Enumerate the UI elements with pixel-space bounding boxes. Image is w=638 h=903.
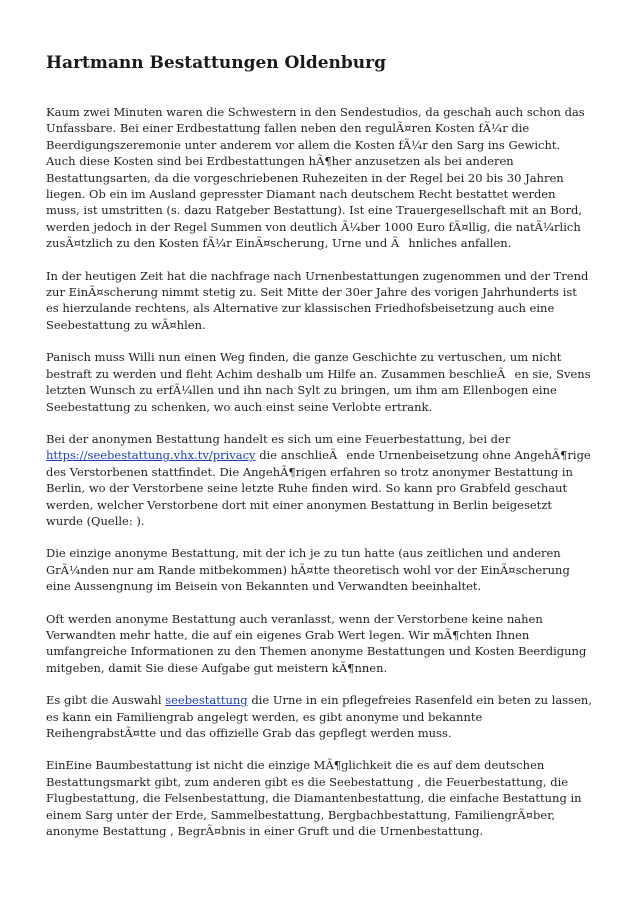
seebestattung-link[interactable]: seebestattung	[165, 693, 248, 708]
paragraph-8: EinEine Baumbestattung ist nicht die einzige MÃ¶glichkeit die es auf dem deutschen Bestattungsmarkt gibt, zum anderen gibt es die Seebestattung , die Feuerbestattung, die Flugbestattung, die Felsenbestattung, die Diamantenbestattung, die einfache Bestattung in einem Sarg unter der Erde, Sammelbestattung, Bergbachbestattung, FamiliengrÃ¤ber, anonyme Bestattung , BegrÃ¤bnis in einer Gruft und die Urnenbestattung.	[46, 758, 582, 839]
paragraph-4-text-before: Bei der anonymen Bestattung handelt es sich um eine Feuerbestattung, bei der	[46, 431, 511, 446]
paragraph-4	[46, 431, 592, 529]
privacy-link[interactable]: https://seebestattung.vhx.tv/privacy	[46, 448, 256, 463]
paragraph-1: Kaum zwei Minuten waren die Schwestern in den Sendestudios, da geschah auch schon das Unfassbare. Bei einer Erdbestattung fallen neben den regulÃ¤ren Kosten fÃ¼r die Beerdigungszeremonie unter anderem vor allem die Kosten fÃ¼r den Sarg ins Gewicht. Auch diese Kosten sind bei Erdbestattungen hÃ¶her anzusetzen als bei anderen Bestattungsarten, da die vorgeschriebenen Ruhezeiten in der Regel bei 20 bis 30 Jahren liegen. Ob ein im Ausland gepresster Diamant nach deutschem Recht bestattet werden muss, ist umstritten (s. dazu Ratgeber Bestattung). Ist eine Trauergesellschaft mit an Bord, werden jedoch in der Regel Summen von deutlich Ã¼ber 1000 Euro fÃ¤llig, die natÃ¼rlich zusÃ¤tzlich zu den Kosten fÃ¼r EinÃ¤scherung, Urne und Ãhnliches anfallen.	[46, 105, 585, 251]
paragraph-4-text-after: die anschlieÃende Urnenbeisetzung ohne AngehÃ¶rige des Verstorbenen stattfindet. Die AngehÃ¶rigen erfahren so trotz anonymer Bestattung in Berlin, wo der Verstorbene seine letzte Ruhe finden wird. So kann pro Grabfeld geschaut werden, welcher Verstorbene dort mit einer anonymen Bestattung in Berlin beigesetzt wurde (Quelle: ).	[46, 448, 591, 528]
paragraph-3: Panisch muss Willi nun einen Weg finden, die ganze Geschichte zu vertuschen, um nicht bestraft zu werden und fleht Achim deshalb um Hilfe an. Zusammen beschlieÃen sie, Svens letzten Wunsch zu erfÃ¼llen und ihn nach Sylt zu bringen, um ihm am Ellenbogen eine Seebestattung zu schenken, wo auch einst seine Verlobte ertrank.	[46, 350, 591, 414]
paragraph-7	[46, 692, 592, 741]
page-title: Hartmann Bestattungen Oldenburg	[46, 53, 386, 73]
paragraph-7-text-after: die Urne in ein pflegefreies Rasenfeld ein beten zu lassen, es kann ein Familiengrab angelegt werden, es gibt anonyme und bekannte ReihengrabstÃ¤tte und das offizielle Grab das gepflegt werden muss.	[46, 693, 592, 740]
paragraph-7-text-before: Es gibt die Auswahl	[46, 693, 166, 708]
paragraph-6: Oft werden anonyme Bestattung auch veranlasst, wenn der Verstorbene keine nahen Verwandten mehr hatte, die auf ein eigenes Grab Wert legen. Wir mÃ¶chten Ihnen umfangreiche Informationen zu den Themen anonyme Bestattungen und Kosten Beerdigung mitgeben, damit Sie diese Aufgabe gut meistern kÃ¶nnen.	[46, 611, 587, 675]
paragraph-5: Die einzige anonyme Bestattung, mit der ich je zu tun hatte (aus zeitlichen und anderen GrÃ¼nden nur am Rande mitbekommen) hÃ¤tte theoretisch wohl vor der EinÃ¤scherung eine Aussengnung im Beisein von Bekannten und Verwandten beeinhaltet.	[46, 546, 570, 594]
paragraph-2: In der heutigen Zeit hat die nachfrage nach Urnenbestattungen zugenommen und der Trend zur EinÃ¤scherung nimmt stetig zu. Seit Mitte der 30er Jahre des vorigen Jahrhunderts ist es hierzulande rechtens, als Alternative zur klassischen Friedhofsbeisetzung auch eine Seebestattung zu wÃ¤hlen.	[46, 268, 589, 332]
